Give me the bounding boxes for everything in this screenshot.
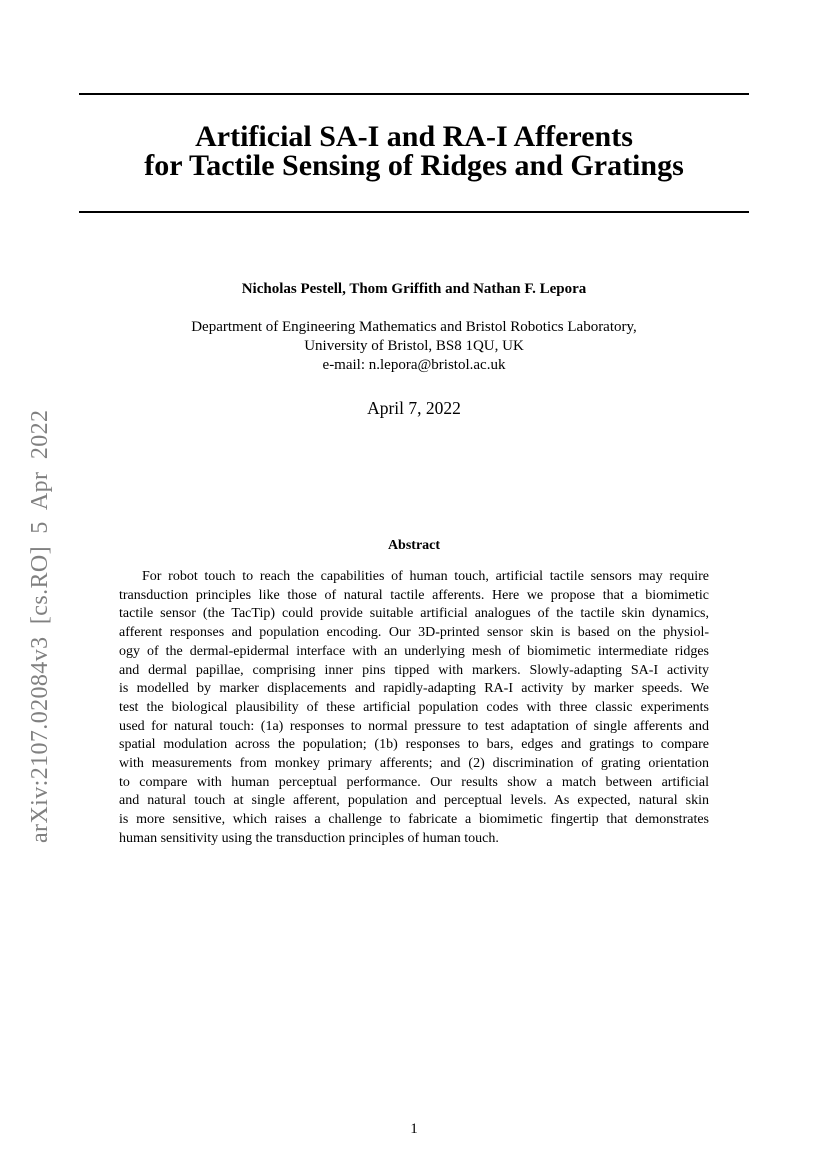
contact-email: e-mail: n.lepora@bristol.ac.uk	[322, 357, 506, 373]
title-rule-top	[79, 93, 749, 95]
abstract-line: and natural touch at single afferent, population and perceptual levels. As expected, natural skin	[119, 793, 709, 809]
abstract-line: is modelled by marker displacements and rapidly-adapting RA-I activity by marker speeds. We	[119, 681, 709, 697]
affiliation-line: University of Bristol, BS8 1QU, UK	[304, 338, 524, 354]
publication-date: April 7, 2022	[367, 398, 461, 418]
title-rule-bottom	[79, 211, 749, 213]
abstract-body	[119, 568, 709, 849]
abstract-line: used for natural touch: (1a) responses to normal pressure to test adaptation of single afferents and	[119, 718, 709, 734]
arxiv-identifier-stamp: arXiv:2107.02084v3 [cs.RO] 5 Apr 2022	[27, 409, 53, 843]
paper-title-line: for Tactile Sensing of Ridges and Gratings	[144, 149, 684, 182]
abstract-line: human sensitivity using the transduction principles of human touch.	[119, 830, 499, 846]
abstract-line: For robot touch to reach the capabilities of human touch, artificial tactile sensors may require	[142, 569, 709, 584]
abstract-line: spatial modulation across the population; (1b) responses to bars, edges and gratings to compare	[119, 737, 709, 753]
abstract-line: and dermal papillae, comprising inner pins tipped with markers. Slowly-adapting SA-I activity	[119, 662, 709, 678]
abstract-line: tactile sensor (the TacTip) could provide suitable artificial analogues of the tactile skin dynamics,	[119, 606, 709, 622]
abstract-line: to compare with human perceptual performance. Our results show a match between artificial	[119, 774, 709, 790]
abstract-line: with measurements from monkey primary afferents; and (2) discrimination of grating orientation	[119, 756, 709, 772]
author-list: Nicholas Pestell, Thom Griffith and Nathan F. Lepora	[241, 281, 587, 297]
abstract-heading: Abstract	[387, 538, 441, 553]
abstract-line: is more sensitive, which raises a challenge to fabricate a biomimetic fingertip that demonstrates	[119, 812, 709, 828]
affiliation	[79, 318, 749, 375]
abstract-line: ogy of the dermal-epidermal interface with an underlying mesh of biomimetic intermediate ridges	[119, 643, 709, 659]
page-number: 1	[410, 1121, 418, 1137]
abstract-line: transduction principles like those of natural tactile afferents. Here we propose that a biomimetic	[119, 587, 709, 603]
abstract-line: afferent responses and population encoding. Our 3D-printed sensor skin is based on the physiol-	[119, 625, 709, 641]
paper-title	[79, 122, 749, 180]
paper-title-line: Artificial SA-I and RA-I Afferents	[195, 120, 633, 153]
abstract-line: test the biological plausibility of these artificial population codes with three classic experiments	[119, 699, 709, 715]
affiliation-line: Department of Engineering Mathematics and Bristol Robotics Laboratory,	[191, 319, 637, 335]
